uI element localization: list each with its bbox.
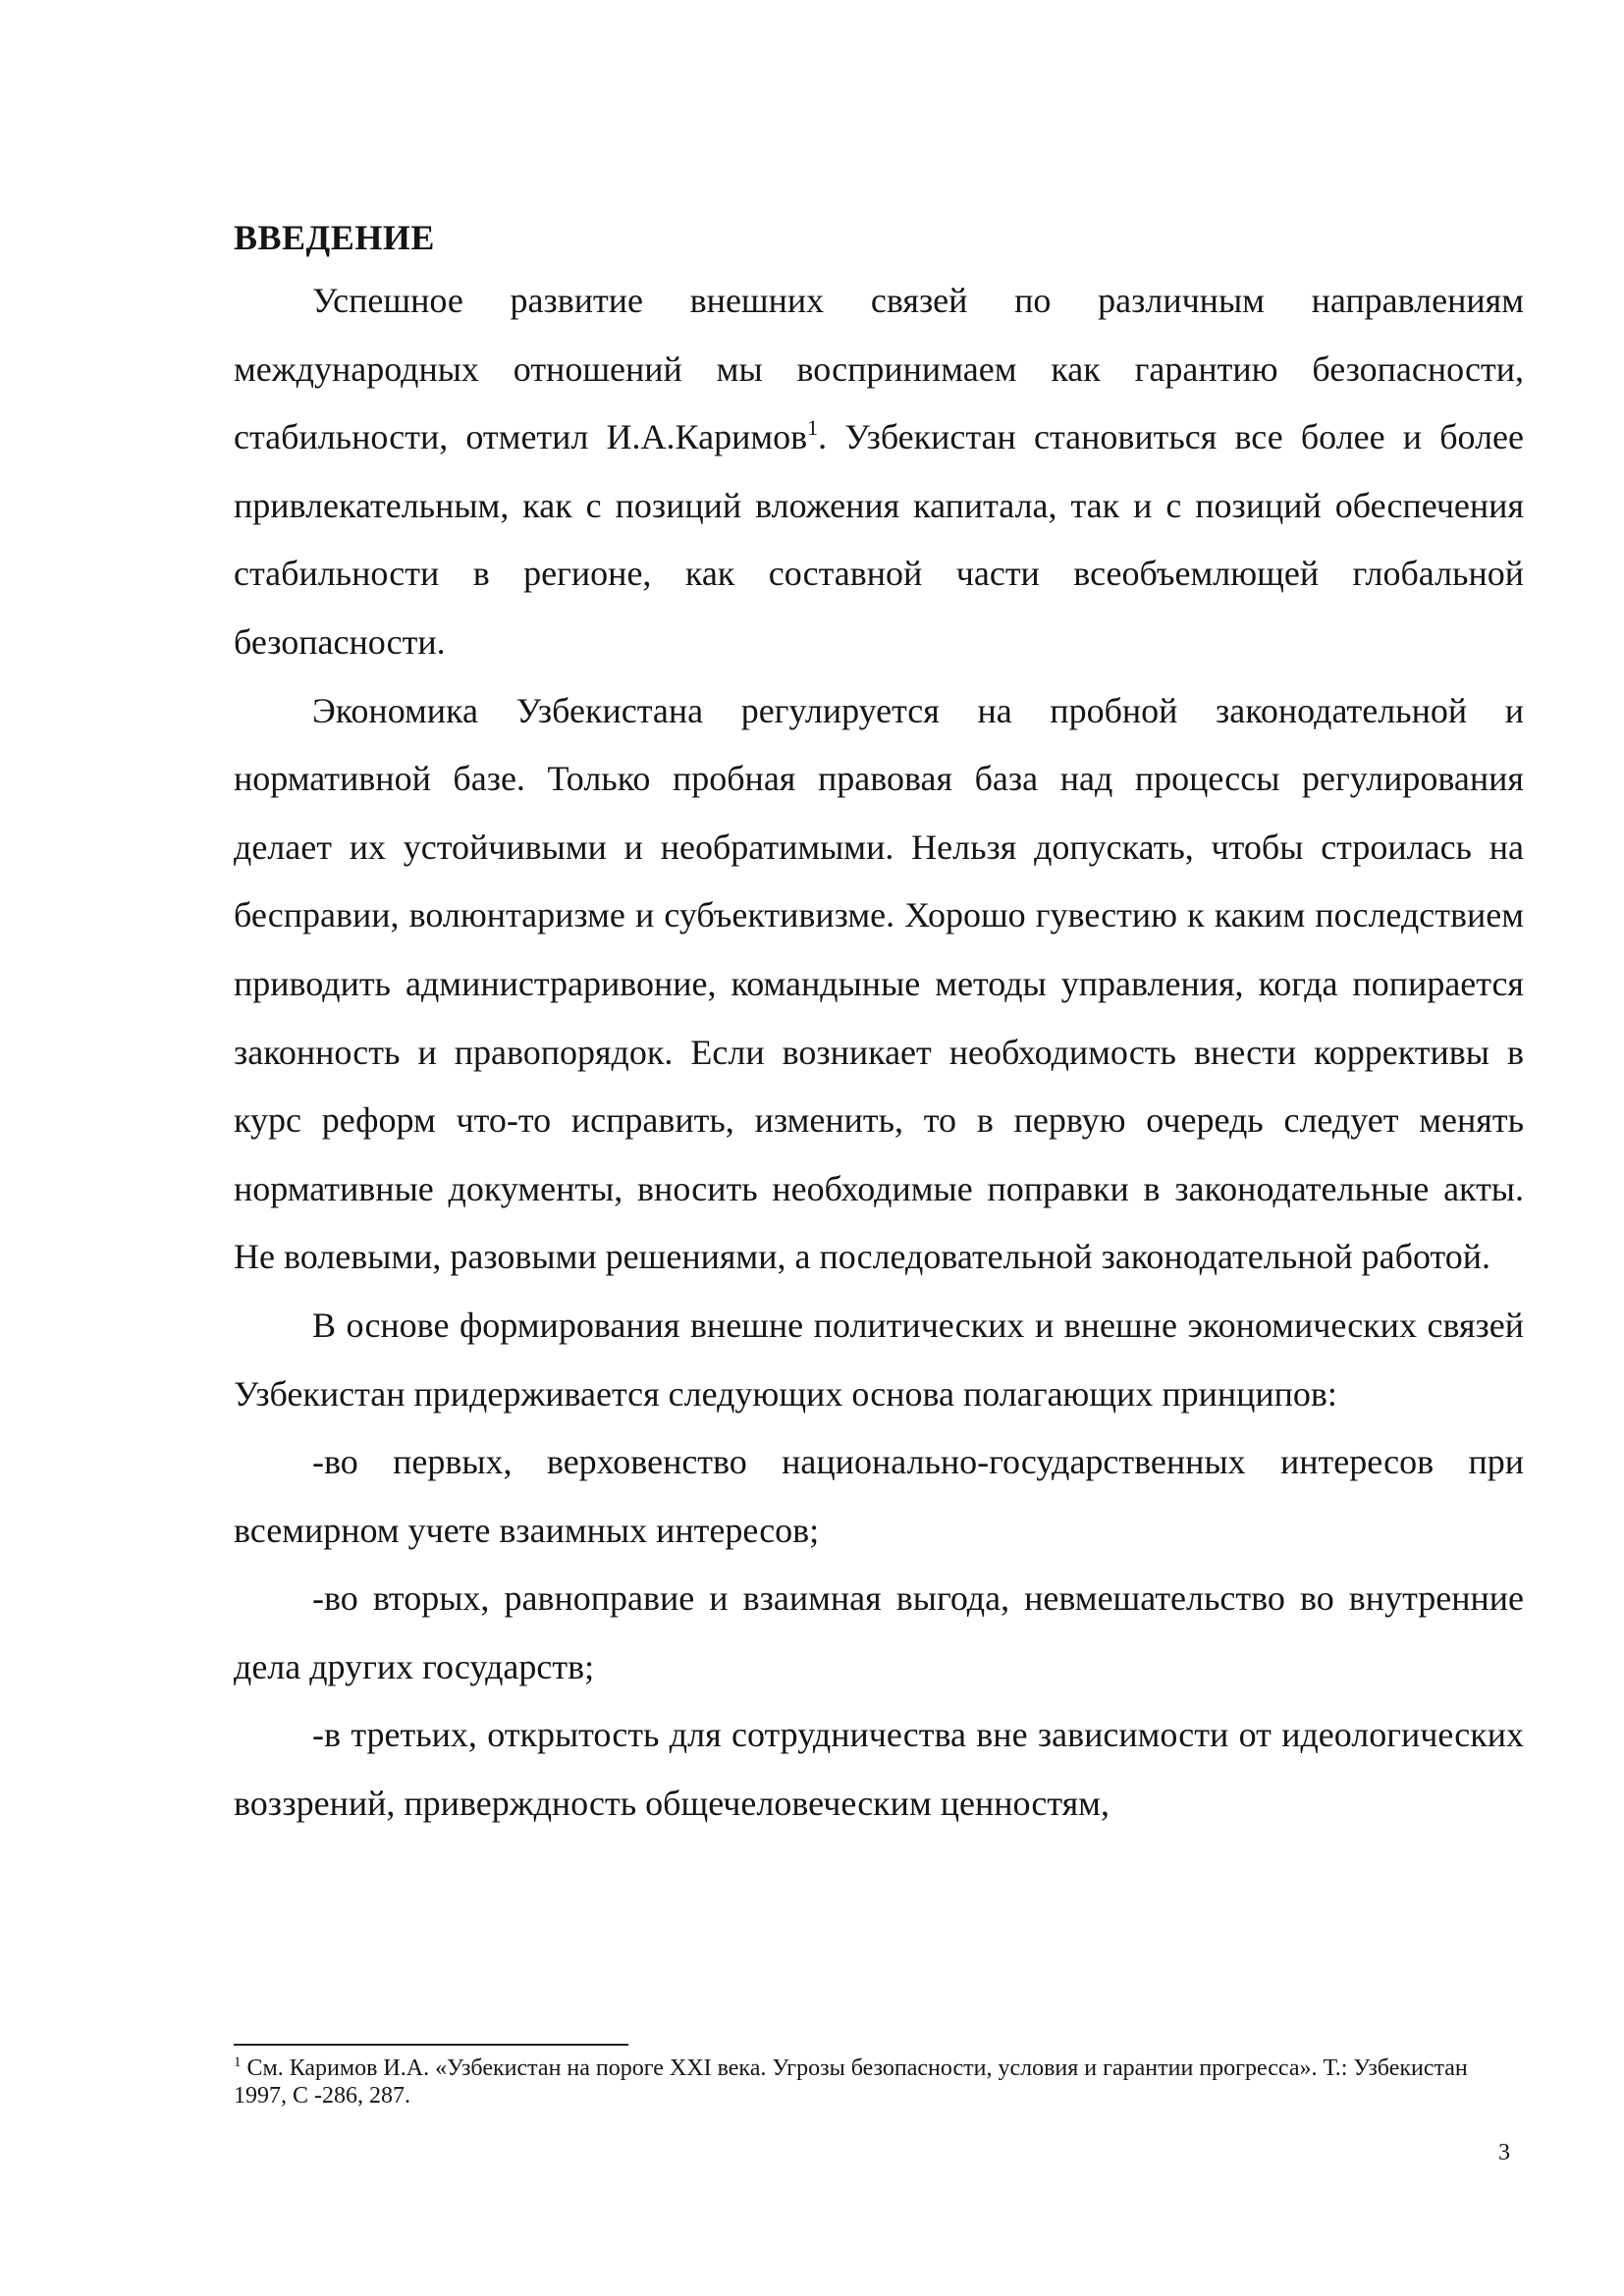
page-body [234,208,1524,1839]
footnote-reference[interactable]: 1 [807,415,819,441]
principle-item-first: -во первых, верховенство национально-государственных интересов при всемирном учете взаимных интересов; [234,1442,1524,1550]
footnote [234,2055,1524,2109]
principle-item-third: -в третьих, открытость для сотрудничества вне зависимости от идеологических воззрений, приверждность общечеловеческим ценностям, [234,1715,1524,1824]
paragraph-intro [234,267,1524,677]
footnote-divider [234,2044,628,2046]
page-number: 3 [1498,2140,1510,2165]
paragraph-economy: Экономика Узбекистана регулируется на пробной законодательной и нормативной базе. Только пробная правовая база над процессы регулирования делает их устойчивыми и необратимыми. Нельзя допускать, чтобы строилась на бесправии, волюнтаризме и субъективизме. Хорошо гувестию к каким последствием приводить администраривоние, командыные методы управления, когда попирается законность и правопорядок. Если возникает необходимость внести коррективы в курс реформ что-то исправить, изменить, то в первую очередь следует менять нормативные документы, вносить необходимые поправки в законодательные акты. Не волевыми, разовыми решениями, а последовательной законодательной работой. [234,690,1524,1277]
section-heading: ВВЕДЕНИЕ [234,218,435,257]
principle-item-second: -во вторых, равноправие и взаимная выгода, невмешательство во внутренние дела других государств; [234,1578,1524,1686]
paragraph-principles-intro: В основе формирования внешне политических и внешне экономических связей Узбекистан придерживается следующих основа полагающих принципов: [234,1305,1524,1414]
footnote-marker: 1 [234,2055,242,2070]
paragraph-text: . Узбекистан становиться все более и более привлекательным, как с позиций вложения капитала, так и с позиций обеспечения стабильности в регионе, как составной части всеобъемлющей глобальной безопасности. [234,417,1524,662]
footnote-text: См. Каримов И.А. «Узбекистан на пороге XXI века. Угрозы безопасности, условия и гарантии прогресса». Т.: Узбекистан 1997, С -286, 287. [234,2056,1468,2109]
paragraph-text: Успешное развитие внешних связей по различным направлениям международных отношений мы воспринимаем как гарантию безопасности, стабильности, отметил И.А.Каримов [234,281,1524,457]
